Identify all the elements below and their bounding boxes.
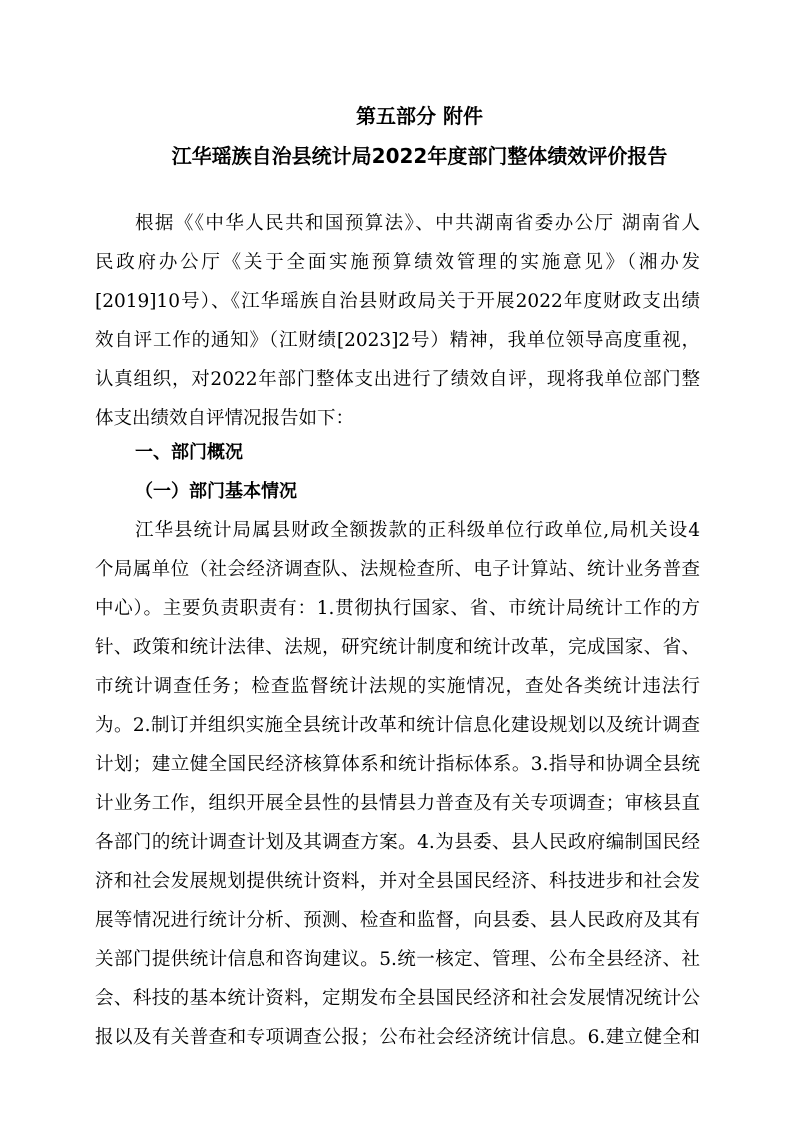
subsection-heading: （一）部门基本情况	[135, 481, 297, 502]
intro-line: 民政府办公厅《关于全面实施预算绩效管理的实施意见》（湘办发	[95, 252, 700, 273]
body-line: 计划；建立健全国民经济核算体系和统计指标体系。3.指导和协调全县统	[95, 754, 700, 775]
body-line: 济和社会发展规划提供统计资料，并对全县国民经济、科技进步和社会发	[95, 871, 700, 892]
body-line: 报以及有关普查和专项调查公报；公布社会经济统计信息。6.建立健全和	[95, 1027, 700, 1048]
body-line: 各部门的统计调查计划及其调查方案。4.为县委、县人民政府编制国民经	[95, 832, 700, 853]
intro-line: 认真组织，对2022年部门整体支出进行了绩效自评，现将我单位部门整	[95, 369, 700, 390]
section-heading: 一、部门概况	[135, 442, 243, 463]
intro-line: 根据《《中华人民共和国预算法》、中共湖南省委办公厅 湖南省人	[135, 213, 700, 234]
body-line: 会、科技的基本统计资料，定期发布全县国民经济和社会发展情况统计公	[95, 988, 700, 1009]
intro-line: 效自评工作的通知》（江财绩[2023]2号）精神，我单位领导高度重视，	[95, 330, 700, 351]
body-line: 针、政策和统计法律、法规，研究统计制度和统计改革，完成国家、省、	[95, 637, 700, 658]
body-line: 个局属单位（社会经济调查队、法规检查所、电子计算站、统计业务普查	[95, 559, 700, 580]
body-line: 中心）。主要负责职责有：1.贯彻执行国家、省、市统计局统计工作的方	[95, 598, 700, 619]
body-line: 关部门提供统计信息和咨询建议。5.统一核定、管理、公布全县经济、社	[95, 949, 700, 970]
report-part-title: 第五部分 附件	[356, 104, 483, 128]
body-line: 计业务工作，组织开展全县性的县情县力普查及有关专项调查；审核县直	[95, 793, 700, 814]
intro-line: [2019]10号）、《江华瑶族自治县财政局关于开展2022年度财政支出绩	[95, 291, 700, 312]
body-line: 市统计调查任务；检查监督统计法规的实施情况，查处各类统计违法行	[95, 676, 700, 697]
body-line: 展等情况进行统计分析、预测、检查和监督，向县委、县人民政府及其有	[95, 910, 700, 931]
report-main-title: 江华瑶族自治县统计局2022年度部门整体绩效评价报告	[171, 144, 668, 168]
body-line: 江华县统计局属县财政全额拨款的正科级单位行政单位,局机关设4	[135, 520, 700, 541]
intro-line: 体支出绩效自评情况报告如下：	[95, 408, 355, 429]
body-line: 为。2.制订并组织实施全县统计改革和统计信息化建设规划以及统计调查	[95, 715, 700, 736]
